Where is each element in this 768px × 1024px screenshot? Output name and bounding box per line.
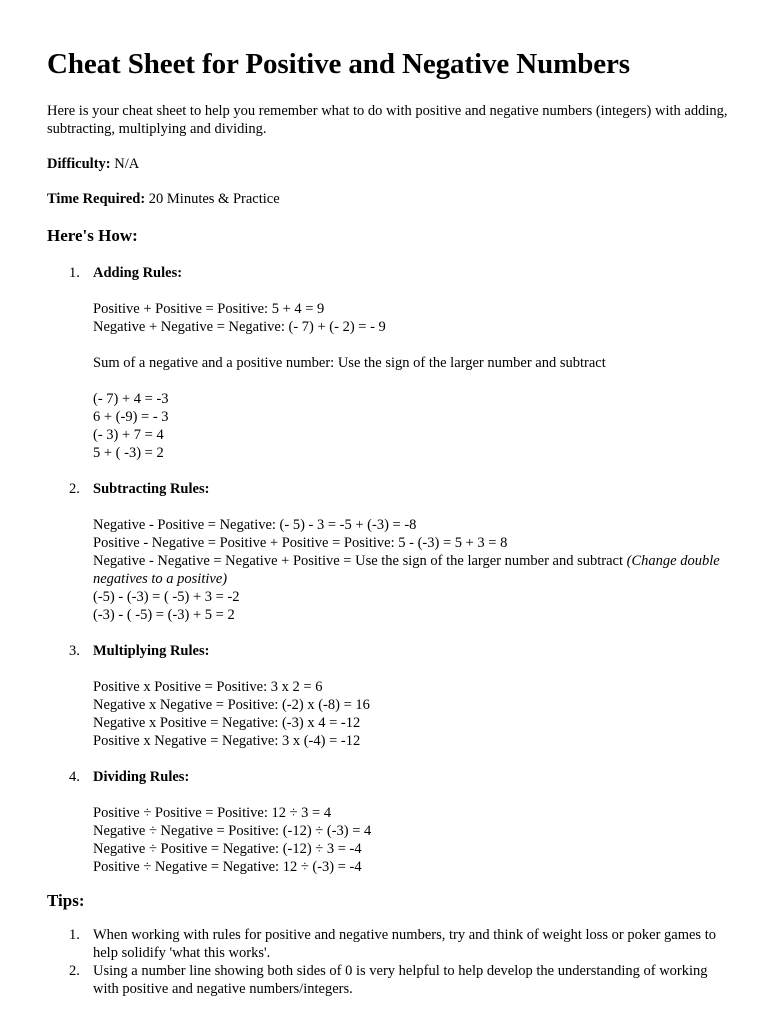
list-number: 1. — [69, 927, 80, 943]
intro-paragraph: Here is your cheat sheet to help you remember what to do with positive and negative numbers (integers) with adding, subtracting, multiplying and dividing. — [47, 103, 728, 137]
rule-line: Negative - Positive = Negative: (- 5) - 3 = -5 + (-3) = -8 — [93, 517, 417, 533]
rule-line: Negative x Positive = Negative: (-3) x 4 = -12 — [93, 715, 361, 731]
rule-lines — [93, 300, 728, 336]
list-number: 4. — [69, 769, 80, 785]
rule-heading: Adding Rules: — [93, 265, 183, 281]
rule-lines — [93, 804, 728, 876]
tips-list — [47, 926, 728, 998]
rule-line: Positive - Negative = Positive + Positive = Positive: 5 - (-3) = 5 + 3 = 8 — [93, 535, 508, 551]
list-number: 1. — [69, 265, 80, 281]
rule-line: Positive x Positive = Positive: 3 x 2 = 6 — [93, 679, 323, 695]
list-number: 2. — [69, 963, 80, 979]
example-line: (- 7) + 4 = -3 — [93, 391, 169, 407]
rule-lines — [93, 678, 728, 750]
rule-line: Negative ÷ Positive = Negative: (-12) ÷ 3 = -4 — [93, 841, 362, 857]
rule-item-subtracting — [47, 480, 728, 624]
rule-line-with-note — [93, 552, 728, 588]
difficulty-label: Difficulty: — [47, 156, 111, 172]
rule-line: Positive ÷ Negative = Negative: 12 ÷ (-3) = -4 — [93, 859, 362, 875]
time-required-label: Time Required: — [47, 191, 146, 207]
example-line: 6 + (-9) = - 3 — [93, 409, 169, 425]
rule-lines — [93, 516, 728, 624]
tip-item — [47, 962, 728, 998]
list-number: 2. — [69, 481, 80, 497]
time-required-value: 20 Minutes & Practice — [148, 191, 280, 207]
rule-line-text: Negative - Negative = Negative + Positive = Use the sign of the larger number and subtract — [93, 553, 624, 569]
heres-how-heading: Here's How: — [47, 226, 138, 245]
rule-line: Negative ÷ Negative = Positive: (-12) ÷ (-3) = 4 — [93, 823, 372, 839]
rule-line: Positive x Negative = Negative: 3 x (-4) = -12 — [93, 733, 361, 749]
rule-line: Negative x Negative = Positive: (-2) x (-8) = 16 — [93, 697, 370, 713]
example-line: (- 3) + 7 = 4 — [93, 427, 164, 443]
rule-line: (-5) - (-3) = ( -5) + 3 = -2 — [93, 589, 240, 605]
tips-heading: Tips: — [47, 891, 85, 910]
rule-item-multiplying — [47, 642, 728, 750]
difficulty-value: N/A — [114, 156, 140, 172]
difficulty-line — [47, 155, 728, 173]
rule-line: Positive ÷ Positive = Positive: 12 ÷ 3 = 4 — [93, 805, 332, 821]
rule-sum-text: Sum of a negative and a positive number: Use the sign of the larger number and subtract — [93, 355, 606, 371]
example-line: 5 + ( -3) = 2 — [93, 445, 164, 461]
rule-item-adding — [47, 264, 728, 462]
rule-line: (-3) - ( -5) = (-3) + 5 = 2 — [93, 607, 235, 623]
rule-examples — [93, 390, 728, 462]
rule-item-dividing — [47, 768, 728, 876]
rule-heading: Multiplying Rules: — [93, 643, 210, 659]
tip-text: Using a number line showing both sides of 0 is very helpful to help develop the understanding of working with positive and negative numbers/integers. — [93, 963, 708, 997]
page-title: Cheat Sheet for Positive and Negative Numbers — [47, 48, 630, 80]
rule-heading: Subtracting Rules: — [93, 481, 210, 497]
tip-item — [47, 926, 728, 962]
rule-heading: Dividing Rules: — [93, 769, 190, 785]
tip-text: When working with rules for positive and negative numbers, try and think of weight loss or poker games to help solidify 'what this works'. — [93, 927, 716, 961]
time-required-line — [47, 190, 728, 208]
list-number: 3. — [69, 643, 80, 659]
rules-list — [47, 264, 728, 876]
rule-line: Negative + Negative = Negative: (- 7) + (- 2) = - 9 — [93, 319, 386, 335]
rule-note: (Change double negatives to a positive) — [93, 553, 720, 587]
rule-line: Positive + Positive = Positive: 5 + 4 = 9 — [93, 301, 325, 317]
